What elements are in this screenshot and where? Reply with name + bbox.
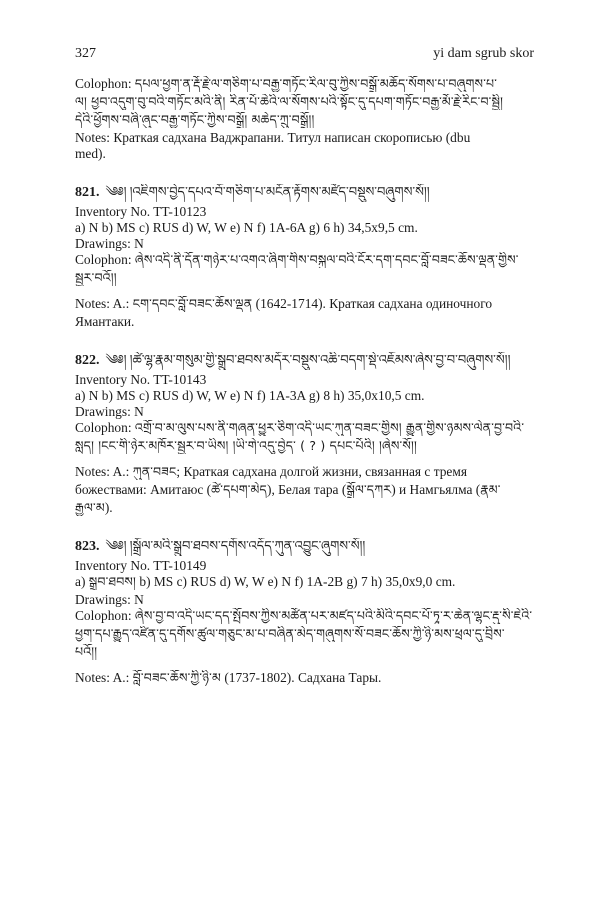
- colophon-line: སླད། །ངང་གི་ཉེར་མཁོར་སྦྱར་བ་ཡིས། །ཡི་གེ་འདུ་བྱེད་ ( ? ) དཔང་པོའི། །ཞེས་སོ།།: [75, 438, 417, 453]
- entry-number: 821.: [75, 185, 100, 200]
- inventory-number: Inventory No. TT-10149: [75, 558, 207, 573]
- notes-line: [75, 464, 534, 480]
- tibetan-text: ཞེས་བྱ་བ་འདི་ཡང་དད་སྤོབས་ཀྱིས་མཚོན་པར་མཛད་པའི་མིའི་དབང་པོ་ཏཱ་ར་ཆེན་ལྷང་རྡུ་སི་ཇེའི་: [134, 608, 533, 623]
- notes-line: [75, 670, 534, 686]
- notes-label: Notes:: [75, 464, 110, 479]
- intro-section: [75, 76, 534, 162]
- entry-title: །སྒྲོལ་མའི་སྒྲུབ་ཐབས་དགོས་འདོད་ཀུན་འབྱུང་ཞུགས་སོ།།: [129, 539, 366, 554]
- notes-text: Краткая садхана Ваджрапани. Титул написан скорописью (dbu: [113, 130, 471, 145]
- entry-attributes: a) N b) MS c) RUS d) W, W e) N f) 1A-6A g) 6 h) 34,5x9,5 cm.: [75, 220, 418, 235]
- colophon-line: [75, 252, 534, 268]
- yig-mgo-symbol: ༄༅།: [105, 539, 127, 554]
- document-page: [75, 40, 534, 686]
- catalog-entry: [75, 538, 534, 686]
- entry-heading: [75, 538, 534, 556]
- notes-text: ).: [104, 500, 113, 515]
- notes-text: ) и Намгьялма (: [391, 482, 481, 497]
- drawings-field: Drawings: N: [75, 592, 144, 607]
- notes-text: ; Краткая садхана долгой жизни, связанная с тремя: [176, 464, 468, 479]
- colophon-line: [75, 608, 534, 624]
- notes-label: Notes:: [75, 130, 110, 145]
- intro-notes: [75, 130, 534, 146]
- tibetan-text: སྒྲོལ་དཀར: [346, 482, 392, 497]
- colophon-label: Colophon:: [75, 76, 132, 91]
- tibetan-text: རྣམ་: [480, 482, 501, 497]
- intro-colophon-line: དེའི་ཕྱོགས་བཞི་ཞུང་བརྒྱ་གཏོང་ཀྱིས་བསྒྲོ། མཆེད་ཀྲུ་བསྒྲོ།།: [75, 112, 315, 127]
- tibetan-text: ཞེས་འདི་ནི་དོན་གཉེར་པ་འགའ་ཞིག་གིས་བསྐུལ་བའི་ངོར་དག་དབང་བློ་བཟང་ཆོས་ལྡན་གྱིས་: [134, 252, 519, 267]
- entry-title: །ཚེ་ལྷ་རྣམ་གསུམ་གྱི་སྒྲུབ་ཐབས་མདོར་བསྡུས་འཆི་བདག་སྡེ་འཇོམས་ཞེས་བྱ་བ་བཞུགས་སོ།།: [129, 353, 511, 368]
- colophon-label: Colophon:: [75, 252, 132, 267]
- drawings-field: Drawings: N: [75, 236, 144, 251]
- author-prefix: A.:: [112, 296, 130, 311]
- notes-line: Ямантаки.: [75, 314, 135, 329]
- attr-prefix: a): [75, 574, 86, 589]
- colophon-label: Colophon:: [75, 608, 132, 623]
- tibetan-text: སྒྲུབ་ཐབས།: [88, 574, 137, 589]
- notes-line: [75, 500, 534, 516]
- tibetan-text: ཚེ་དཔག་མེད: [211, 482, 267, 497]
- page-header: [75, 40, 534, 62]
- inventory-number: Inventory No. TT-10123: [75, 204, 207, 219]
- notes-text: божествами: Амитаюс (: [75, 482, 212, 497]
- entry-attributes: [75, 574, 534, 590]
- notes-label: Notes:: [75, 670, 110, 685]
- entry-number: 823.: [75, 539, 100, 554]
- catalog-entry: [75, 352, 534, 516]
- yig-mgo-symbol: ༄༅།: [105, 353, 127, 368]
- entry-heading: [75, 352, 534, 370]
- inventory-number: Inventory No. TT-10143: [75, 372, 207, 387]
- entry-heading: [75, 184, 534, 202]
- colophon-line: སྦྱར་བའོ།།: [75, 270, 117, 285]
- colophon-line: པའོ།།: [75, 644, 98, 659]
- notes-text: ), Белая тара (: [266, 482, 347, 497]
- entry-title: །འཇིགས་བྱེད་དཔའ་བོ་གཅིག་པ་མངོན་རྟོགས་མཛོད་བསྡུས་བཞུགས་སོ།།: [129, 185, 430, 200]
- notes-label: Notes:: [75, 296, 110, 311]
- intro-colophon-line: ལ། ཕྱབ་འདུག་བུ་བའི་གཏོང་མའི་ནི། རིན་པོ་ཆེའི་ལ་སོགས་པའི་སྟོང་དུ་དཔག་གཏོང་བརྒྱ་མོ་རྗེ་རིང་བ་སྦྱི།: [75, 94, 504, 109]
- tibetan-text: འགྲོ་བ་མ་ལུས་པས་ནི་གཞན་ཕྱུར་ཅིག་འདི་ཡང་ཀུན་བཟང་གྱིས། རྒྱུན་གྱིས་ཉམས་ལེན་བྱ་བའི་: [134, 420, 525, 435]
- notes-line: [75, 482, 534, 498]
- intro-colophon-line: [75, 76, 534, 92]
- notes-text: (1737-1802). Садхана Тары.: [224, 670, 382, 685]
- tibetan-text: དཔལ་ཕྱག་ན་རྡོ་རྗེ་ལ་གཅིག་པ་བརྒྱ་གཏོང་རིལ་བུ་ཀྱིས་བསྒྲོ་མཆོད་སོགས་པ་བཞུགས་པ་: [134, 76, 498, 91]
- intro-notes-cont: med).: [75, 146, 106, 161]
- catalog-entry: [75, 184, 534, 330]
- entry-attributes: a) N b) MS c) RUS d) W, W e) N f) 1A-3A g) 8 h) 35,0x10,5 cm.: [75, 388, 425, 403]
- tibetan-text: ངག་དབང་བློ་བཟང་ཆོས་ལྡན: [132, 296, 253, 311]
- page-number: 327: [75, 46, 96, 61]
- colophon-label: Colophon:: [75, 420, 132, 435]
- attr-rest: b) MS c) RUS d) W, W e) N f) 1A-2B g) 7 h) 35,0x9,0 cm.: [139, 574, 456, 589]
- entry-number: 822.: [75, 353, 100, 368]
- colophon-line: ཕྱག་དཔ་རྒྱུད་འཛིན་དུ་དགོས་ཚུལ་གཅུང་མ་པ་བཞིན་མེད་གཞུགས་སོ་བཟང་ཆོས་ཀྱི་ཉི་མས་ཕྲལ་དུ་བྲིས་: [75, 626, 505, 641]
- notes-line: [75, 296, 534, 312]
- author-prefix: A.:: [112, 464, 130, 479]
- colophon-line: [75, 420, 534, 436]
- tibetan-text: བློ་བཟང་ཆོས་ཀྱི་ཉི་མ: [132, 670, 221, 685]
- running-title: yi dam sgrub skor: [433, 46, 534, 61]
- drawings-field: Drawings: N: [75, 404, 144, 419]
- yig-mgo-symbol: ༄༅།: [105, 185, 127, 200]
- author-prefix: A.:: [112, 670, 130, 685]
- notes-text: (1642-1714). Краткая садхана одиночного: [255, 296, 493, 311]
- tibetan-text: ཀུན་བཟང: [132, 464, 177, 479]
- tibetan-text: རྒྱལ་མ: [75, 500, 105, 515]
